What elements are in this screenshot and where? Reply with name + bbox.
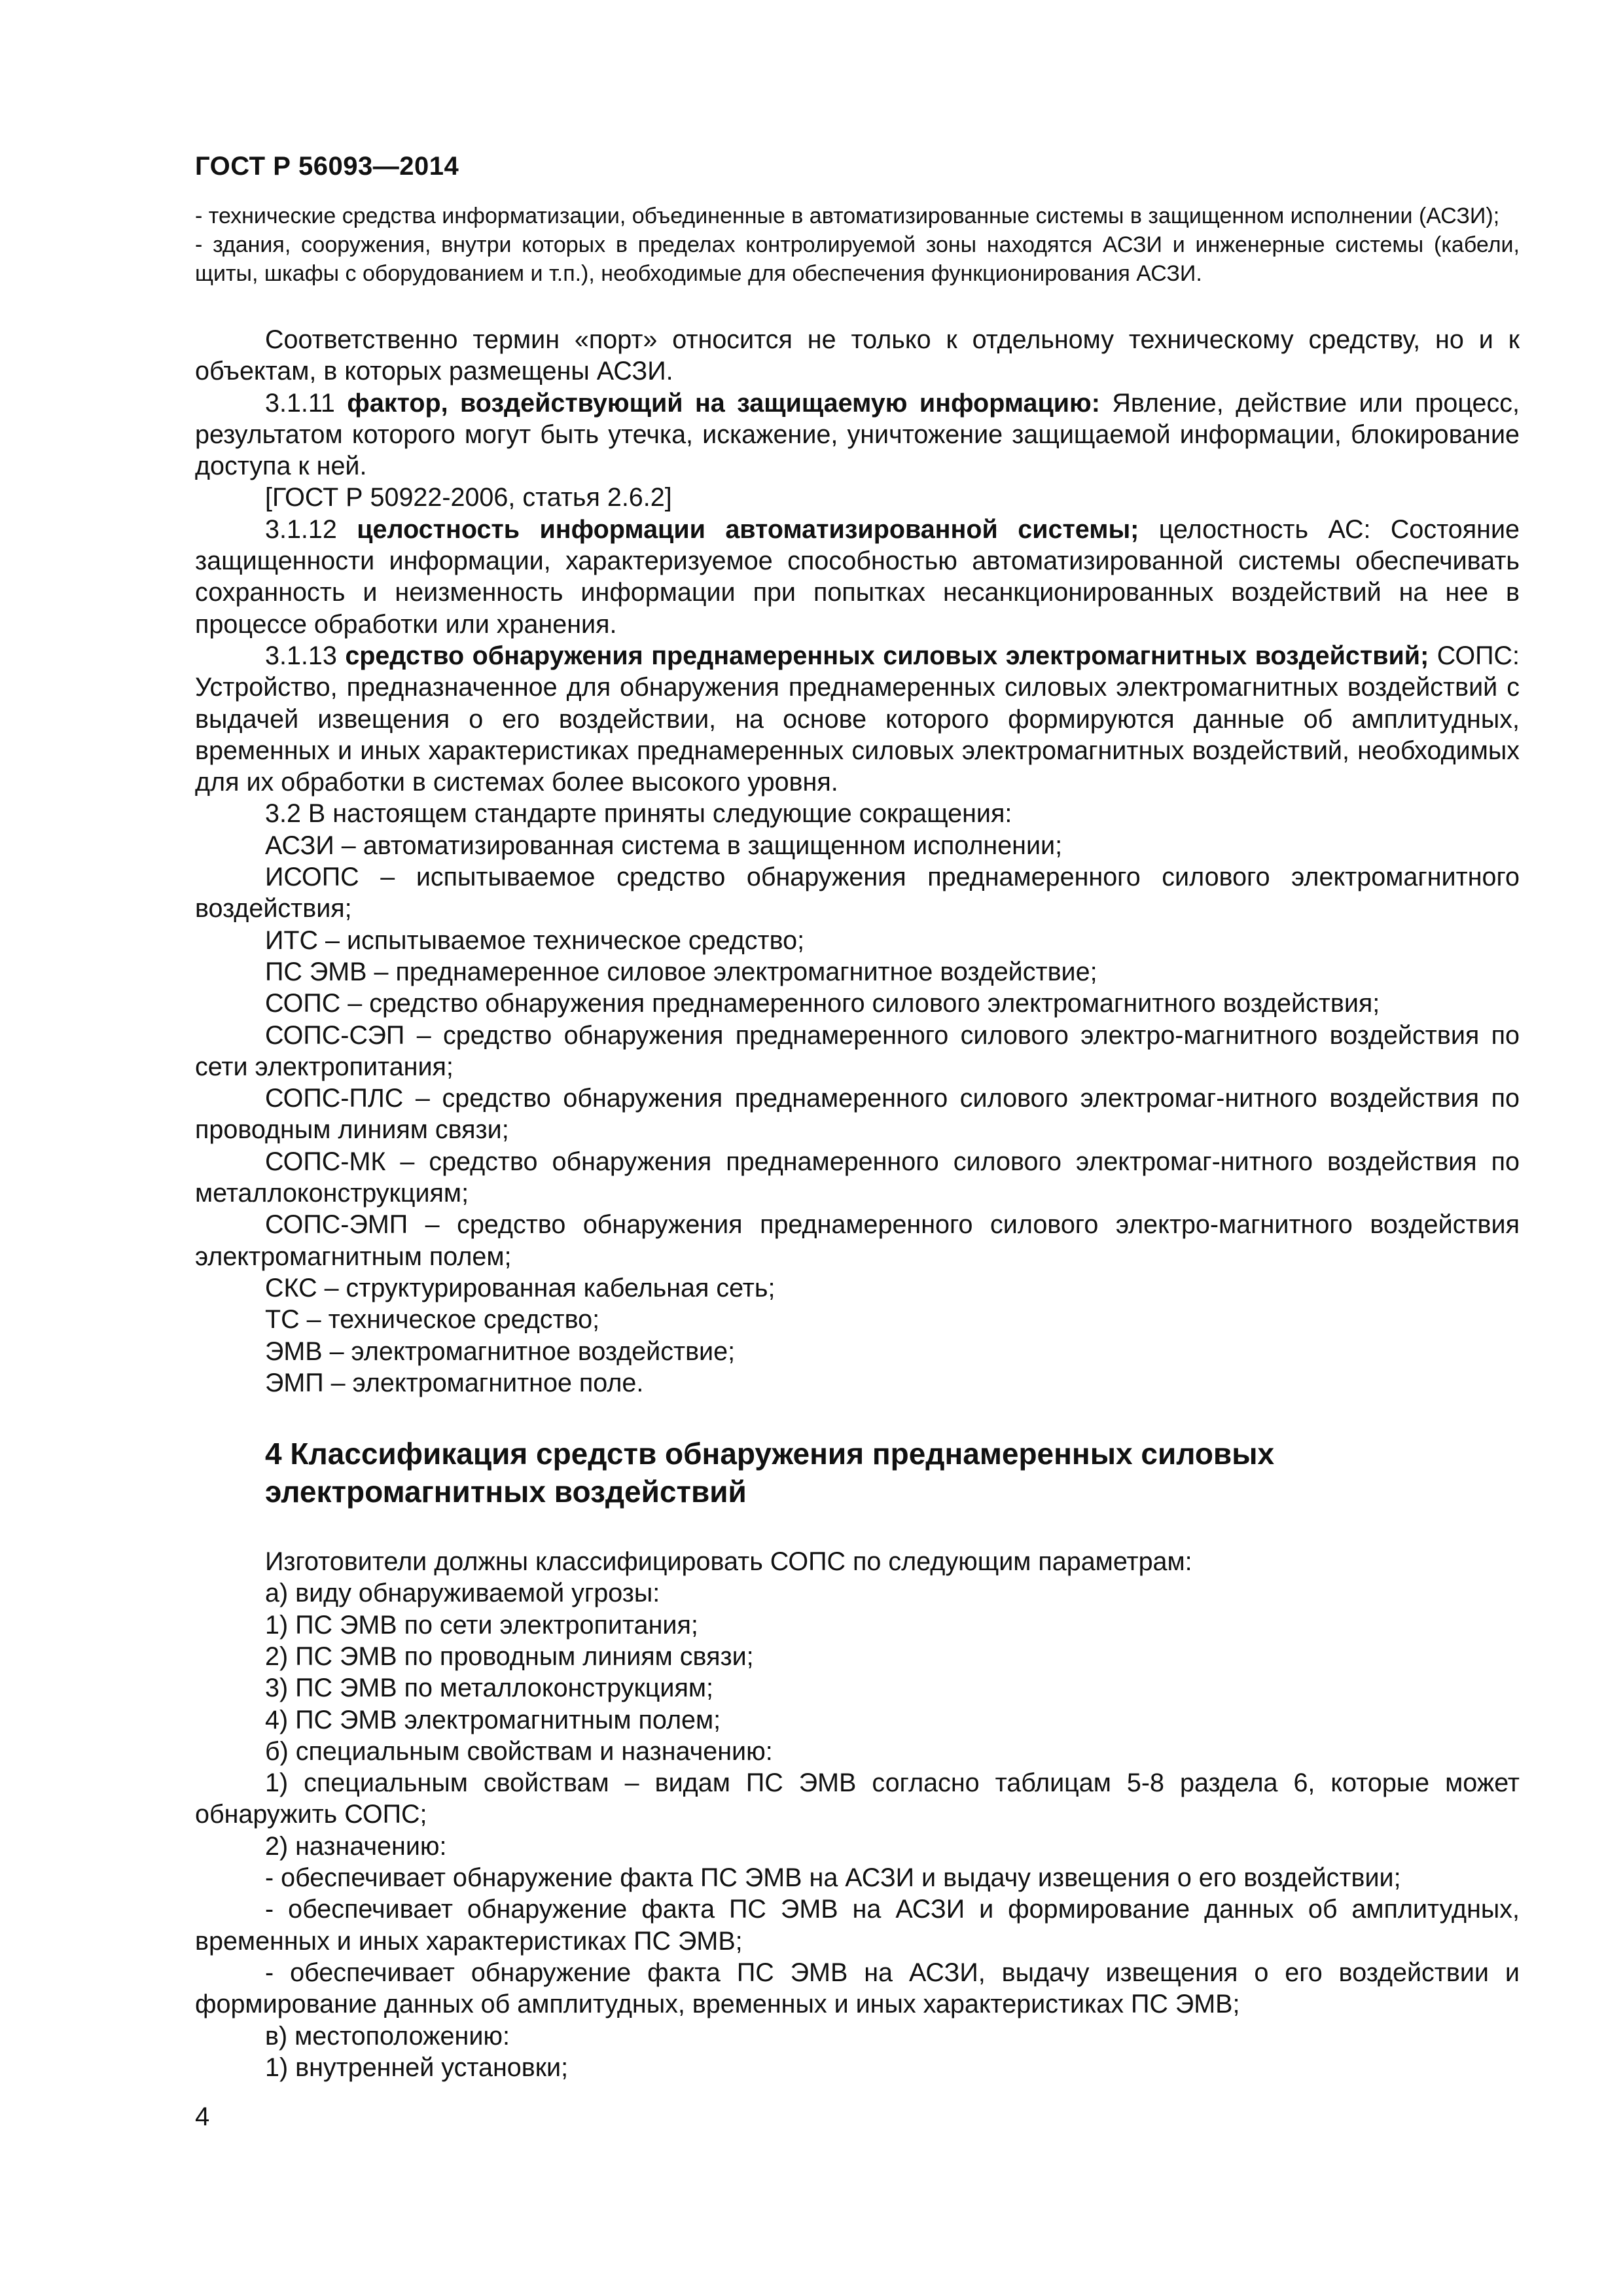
list-item: - обеспечивает обнаружение факта ПС ЭМВ на АСЗИ и выдачу извещения о его воздействии; (265, 1863, 1401, 1893)
list-item: Изготовители должны классифицировать СОПС по следующим параметрам: (265, 1547, 1192, 1577)
list-item: 1) специальным свойствам – видам ПС ЭМВ согласно таблицам 5-8 раздела 6, которые может обнаружить СОПС; (195, 1768, 1520, 1829)
list-item: - здания, сооружения, внутри которых в пределах контролируемой зоны находятся АСЗИ и инженерные системы (кабели, щиты, шкафы с оборудованием и т.п.), необходимые для обеспечения функционирования АСЗИ. (195, 232, 1520, 286)
list-item: б) специальным свойствам и назначению: (265, 1736, 773, 1766)
term-3-1-12: 3.1.12 целостность информации автоматизированной системы; целостность АС: Состояние защищенности информации, характеризуемое способностью автоматизированной системы обеспечивать сохранность и неизменность информации при попытках несанкционированных воздействий на нее в процессе обработки или хранения. (195, 514, 1520, 639)
abbreviation-item: ИТС – испытываемое техническое средство; (265, 925, 805, 955)
definitions-block (195, 324, 1520, 1399)
list-item: - обеспечивает обнаружение факта ПС ЭМВ на АСЗИ, выдачу извещения о его воздействии и формирование данных об амплитудных, временных и иных характеристиках ПС ЭМВ; (195, 1958, 1520, 2019)
list-item: - технические средства информатизации, объединенные в автоматизированные системы в защищенном исполнении (АСЗИ); (195, 204, 1500, 228)
list-item: а) виду обнаруживаемой угрозы: (265, 1579, 660, 1608)
list-item: 2) назначению: (265, 1831, 447, 1861)
term-3-1-13: 3.1.13 средство обнаружения преднамеренных силовых электромагнитных воздействий; СОПС: Устройство, предназначенное для обнаружения преднамеренных силовых электромагнитных воздействий с выдачей извещения о его воздействии, на основе которого формируются данные об амплитудных, временных и иных характеристиках преднамеренных силовых электромагнитных воздействий, необходимых для их обработки в системах более высокого уровня. (195, 641, 1520, 797)
abbreviation-item: ТС – техническое средство; (265, 1305, 600, 1335)
abbreviation-item: ЭМВ – электромагнитное воздействие; (265, 1336, 736, 1366)
list-item: 4) ПС ЭМВ электромагнитным полем; (265, 1705, 721, 1734)
abbreviation-item: СОПС-СЭП – средство обнаружения преднамеренного силового электро-магнитного воздействия по сети электропитания; (195, 1020, 1520, 1081)
paragraph-port: Соответственно термин «порт» относится не только к отдельному техническому средству, но и к объектам, в которых размещены АСЗИ. (195, 325, 1520, 386)
list-item: - обеспечивает обнаружение факта ПС ЭМВ на АСЗИ и формирование данных об амплитудных, временных и иных характеристиках ПС ЭМВ; (195, 1895, 1520, 1956)
term-title: фактор, воздействующий на защищаемую информацию: (347, 388, 1100, 418)
abbreviation-item: ПС ЭМВ – преднамеренное силовое электромагнитное воздействие; (265, 957, 1097, 986)
section-4-title: 4 Классификация средств обнаружения преднамеренных силовых электромагнитных воздействий (265, 1437, 1275, 1509)
document-header: ГОСТ Р 56093—2014 (195, 152, 459, 181)
abbreviation-item: ЭМП – электромагнитное поле. (265, 1368, 644, 1397)
abbreviation-item: СОПС – средство обнаружения преднамеренного силового электромагнитного воздействия; (265, 989, 1380, 1018)
top-list (195, 202, 1520, 288)
abbreviation-item: СОПС-ПЛС – средство обнаружения преднамеренного силового электромаг-нитного воздействия по проводным линиям связи; (195, 1084, 1520, 1145)
list-item: 1) ПС ЭМВ по сети электропитания; (265, 1610, 698, 1640)
abbreviation-item: СОПС-МК – средство обнаружения преднамеренного силового электромаг-нитного воздействия по металлоконструкциям; (195, 1147, 1520, 1208)
abbreviation-item: СОПС-ЭМП – средство обнаружения преднамеренного силового электро-магнитного воздействия электромагнитным полем; (195, 1210, 1520, 1271)
list-item: 2) ПС ЭМВ по проводным линиям связи; (265, 1641, 754, 1671)
abbreviation-item: АСЗИ – автоматизированная система в защищенном исполнении; (265, 831, 1063, 860)
list-item: в) местоположению: (265, 2021, 510, 2051)
section-4-body (195, 1546, 1520, 2083)
term-title: средство обнаружения преднамеренных силовых электромагнитных воздействий; (345, 641, 1429, 670)
term-title: целостность информации автоматизированной системы; (357, 514, 1139, 544)
document-page (195, 151, 1520, 2083)
list-item: 1) внутренней установки; (265, 2053, 569, 2082)
term-3-1-11: 3.1.11 фактор, воздействующий на защищаемую информацию: Явление, действие или процесс, результатом которого могут быть утечка, искажение, уничтожение защищаемой информации, блокирование доступа к ней. (195, 388, 1520, 481)
abbreviation-item: ИСОПС – испытываемое средство обнаружения преднамеренного силового электромагнитного воздействия; (195, 863, 1520, 924)
page-number: 4 (195, 2102, 210, 2131)
abbreviation-item: СКС – структурированная кабельная сеть; (265, 1273, 776, 1302)
abbreviations-intro: 3.2 В настоящем стандарте приняты следующие сокращения: (265, 799, 1012, 829)
term-reference: [ГОСТ Р 50922-2006, статья 2.6.2] (265, 483, 672, 512)
list-item: 3) ПС ЭМВ по металлоконструкциям; (265, 1674, 713, 1703)
